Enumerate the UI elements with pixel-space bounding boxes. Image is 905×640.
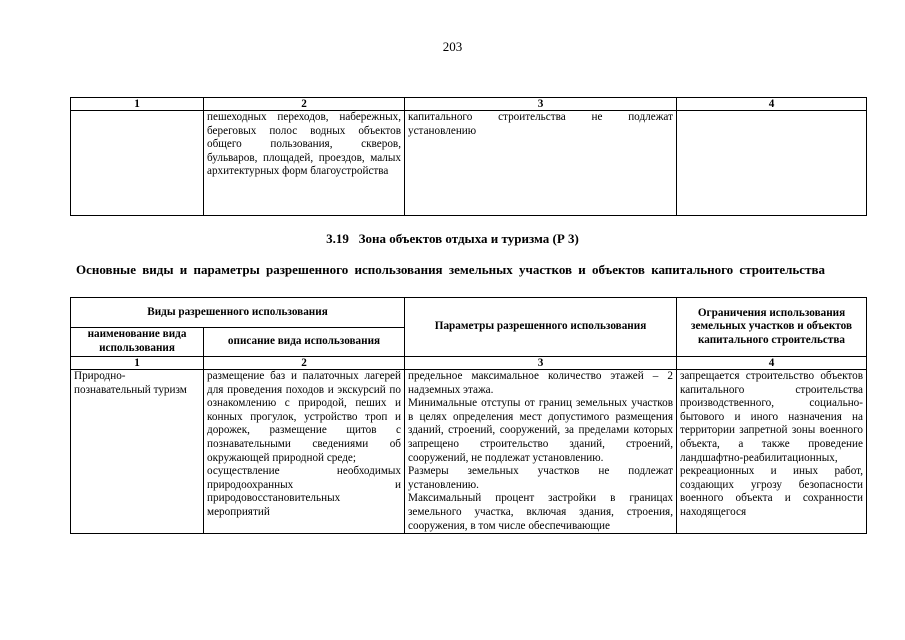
- parameter-paragraph: предельное максимальное количество этажей – 2 надземных этажа.: [408, 370, 674, 396]
- column-number: 3: [405, 357, 677, 370]
- section-title: 3.19 Зона объектов отдыха и туризма (Р 3): [326, 231, 579, 246]
- column-number: 1: [71, 357, 204, 370]
- description-paragraph: размещение баз и палаточных лагерей для проведения походов и экскурсий по ознакомлению с природой, пеших и конных прогулок, устройство троп и дорожек, размещение щитов с познавательными сведениями об окружающей природной среде;: [207, 370, 402, 464]
- header-use-types: Виды разрешенного использования: [71, 298, 405, 328]
- continued-table: [70, 97, 867, 216]
- header-description: описание вида использования: [204, 328, 405, 357]
- header-parameters: Параметры разрешенного использования: [405, 298, 677, 357]
- column-number-row: [71, 357, 867, 370]
- header-name: наименование вида использования: [71, 328, 204, 357]
- table-row: [71, 111, 867, 216]
- column-number: 3: [405, 98, 677, 111]
- description-paragraph: осуществление необходимых природоохранных и природовосстановительных мероприятий: [207, 465, 402, 518]
- column-number-row: [71, 98, 867, 111]
- cell-name: Природно-познавательный туризм: [71, 370, 204, 534]
- column-number: 2: [204, 357, 405, 370]
- parameter-paragraph: Минимальные отступы от границ земельных участков в целях определения мест допустимого размещения зданий, строений, сооружений, за пределами которых запрещено строительство зданий, строений, сооружений, не подлежат установлению.: [408, 397, 674, 464]
- cell-description: пешеходных переходов, набережных, береговых полос водных объектов общего пользования, скверов, бульваров, площадей, проездов, малых архитектурных форм благоустройства: [204, 111, 405, 216]
- header-row: [71, 298, 867, 328]
- subheading: Основные виды и параметры разрешенного использования земельных участков и объектов капитального строительства: [76, 262, 825, 277]
- cell-restrictions: [677, 111, 867, 216]
- land-use-table: [70, 297, 867, 534]
- table-row: [71, 370, 867, 534]
- cell-parameters: [405, 370, 677, 534]
- parameter-paragraph: Максимальный процент застройки в границах земельного участка, включая здания, строения, сооружения, в том числе обеспечивающие: [408, 492, 674, 532]
- column-number: 4: [677, 357, 867, 370]
- parameter-paragraph: Размеры земельных участков не подлежат установлению.: [408, 465, 674, 491]
- column-number: 1: [71, 98, 204, 111]
- column-number: 4: [677, 98, 867, 111]
- column-number: 2: [204, 98, 405, 111]
- cell-restrictions: запрещается строительство объектов капитального строительства производственного, социально-бытового и иного назначения на территории запретной зоны военного объекта, а также проведение ландшафтно-реабилитационных, рекреационных и иных работ, создающих угрозу безопасности военного объекта и сохранности находящегося: [677, 370, 867, 534]
- cell-name: [71, 111, 204, 216]
- cell-parameters: капитального строительства не подлежат установлению: [405, 111, 677, 216]
- page-number: 203: [442, 39, 463, 54]
- header-restrictions: Ограничения использования земельных участков и объектов капитального строительства: [677, 298, 867, 357]
- cell-description: [204, 370, 405, 534]
